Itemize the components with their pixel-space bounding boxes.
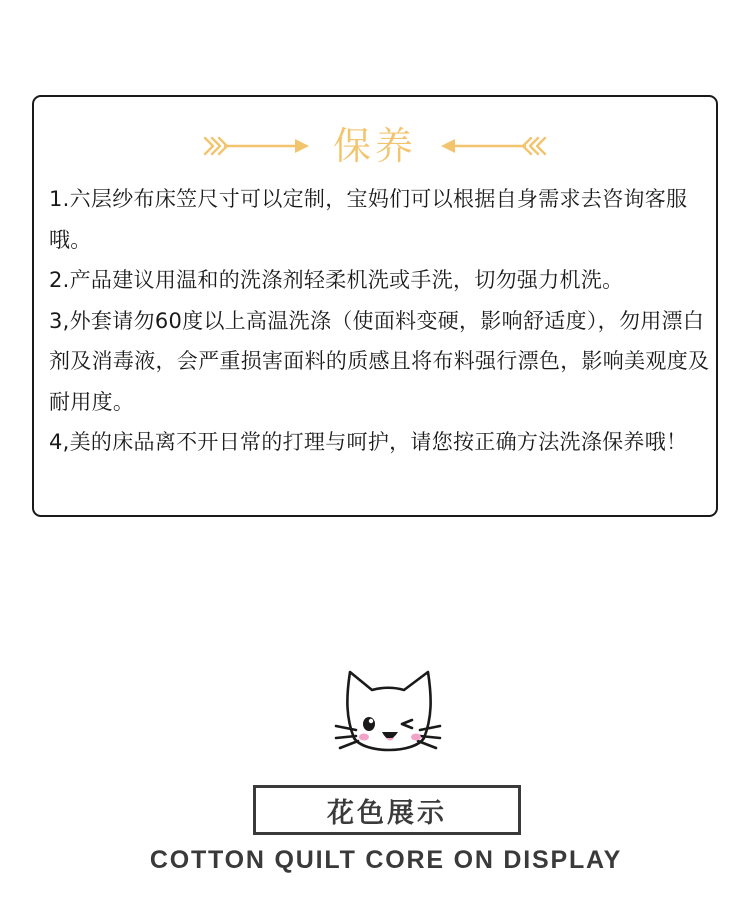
care-item-2: 2.产品建议用温和的洗涤剂轻柔机洗或手洗，切勿强力机洗。 xyxy=(49,268,624,292)
arrow-left-icon xyxy=(439,135,547,157)
care-header xyxy=(34,121,716,171)
care-list xyxy=(49,179,710,463)
display-subtitle: COTTON QUILT CORE ON DISPLAY xyxy=(149,846,623,874)
winking-cat-icon xyxy=(332,668,444,764)
care-instructions-panel xyxy=(32,95,718,517)
care-item-4: 4,美的床品离不开日常的打理与呵护，请您按正确方法洗涤保养哦！ xyxy=(49,430,688,454)
display-title-tag xyxy=(253,785,521,835)
arrow-right-icon xyxy=(203,135,311,157)
care-title: 保养 xyxy=(332,124,417,168)
care-item-3: 3,外套请勿60度以上高温洗涤（使面料变硬，影响舒适度），勿用漂白剂及消毒液，会严重损害面料的质感且将布料强行漂色，影响美观度及耐用度。 xyxy=(49,308,710,414)
care-item-1: 1.六层纱布床笠尺寸可以定制，宝妈们可以根据自身需求去咨询客服哦。 xyxy=(49,187,688,252)
display-title: 花色展示 xyxy=(327,797,447,829)
